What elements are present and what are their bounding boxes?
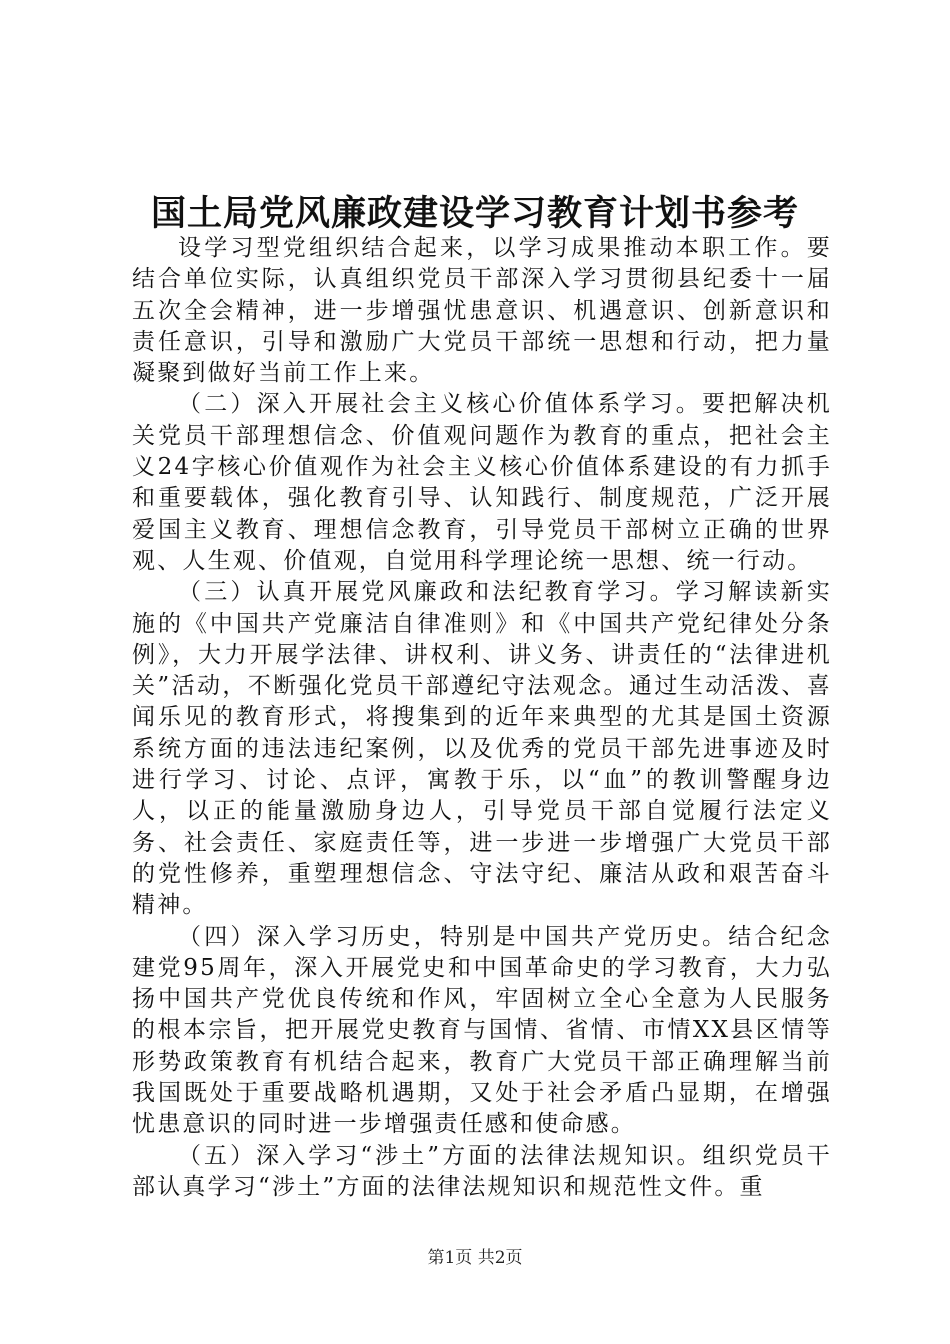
document-title: 国土局党风廉政建设学习教育计划书参考: [150, 194, 799, 234]
paragraph-section-4: （四）深入学习历史，特别是中国共产党历史。结合纪念建党95周年，深入开展党史和中国革命史的学习教育，大力弘扬中国共产党优良传统和作风，牢固树立全心全意为人民服务的根本宗旨，把开展党史教育与国情、省情、市情XX县区情等形势政策教育有机结合起来，教育广大党员干部正确理解当前我国既处于重要战略机遇期，又处于社会矛盾凸显期，在增强忧患意识的同时进一步增强责任感和使命感。: [132, 923, 832, 1138]
page-number-footer: 第1页 共2页: [427, 1248, 523, 1268]
paragraph-intro: 设学习型党组织结合起来，以学习成果推动本职工作。要结合单位实际，认真组织党员干部深入学习贯彻县纪委十一届五次全会精神，进一步增强忧患意识、机遇意识、创新意识和责任意识，引导和激励广大党员干部统一思想和行动，把力量凝聚到做好当前工作上来。: [132, 235, 832, 387]
paragraph-section-2: （二）深入开展社会主义核心价值体系学习。要把解决机关党员干部理想信念、价值观问题作为教育的重点，把社会主义24字核心价值观作为社会主义核心价值体系建设的有力抓手和重要载体，强化教育引导、认知践行、制度规范，广泛开展爱国主义教育、理想信念教育，引导党员干部树立正确的世界观、人生观、价值观，自觉用科学理论统一思想、统一行动。: [132, 391, 832, 574]
document-body: [132, 233, 832, 1203]
paragraph-section-5: （五）深入学习“涉土”方面的法律法规知识。组织党员干部认真学习“涉土”方面的法律法规知识和规范性文件。重: [132, 1142, 832, 1200]
paragraph-section-3: （三）认真开展党风廉政和法纪教育学习。学习解读新实施的《中国共产党廉洁自律准则》和《中国共产党纪律处分条例》，大力开展学法律、讲权利、讲义务、讲责任的“法律进机关”活动，不断强化党员干部遵纪守法观念。通过生动活泼、喜闻乐见的教育形式，将搜集到的近年来典型的尤其是国土资源系统方面的违法违纪案例，以及优秀的党员干部先进事迹及时进行学习、讨论、点评，寓教于乐，以“血”的教训警醒身边人，以正的能量激励身边人，引导党员干部自觉履行法定义务、社会责任、家庭责任等，进一步进一步增强广大党员干部的党性修养，重塑理想信念、守法守纪、廉洁从政和艰苦奋斗精神。: [132, 579, 832, 919]
